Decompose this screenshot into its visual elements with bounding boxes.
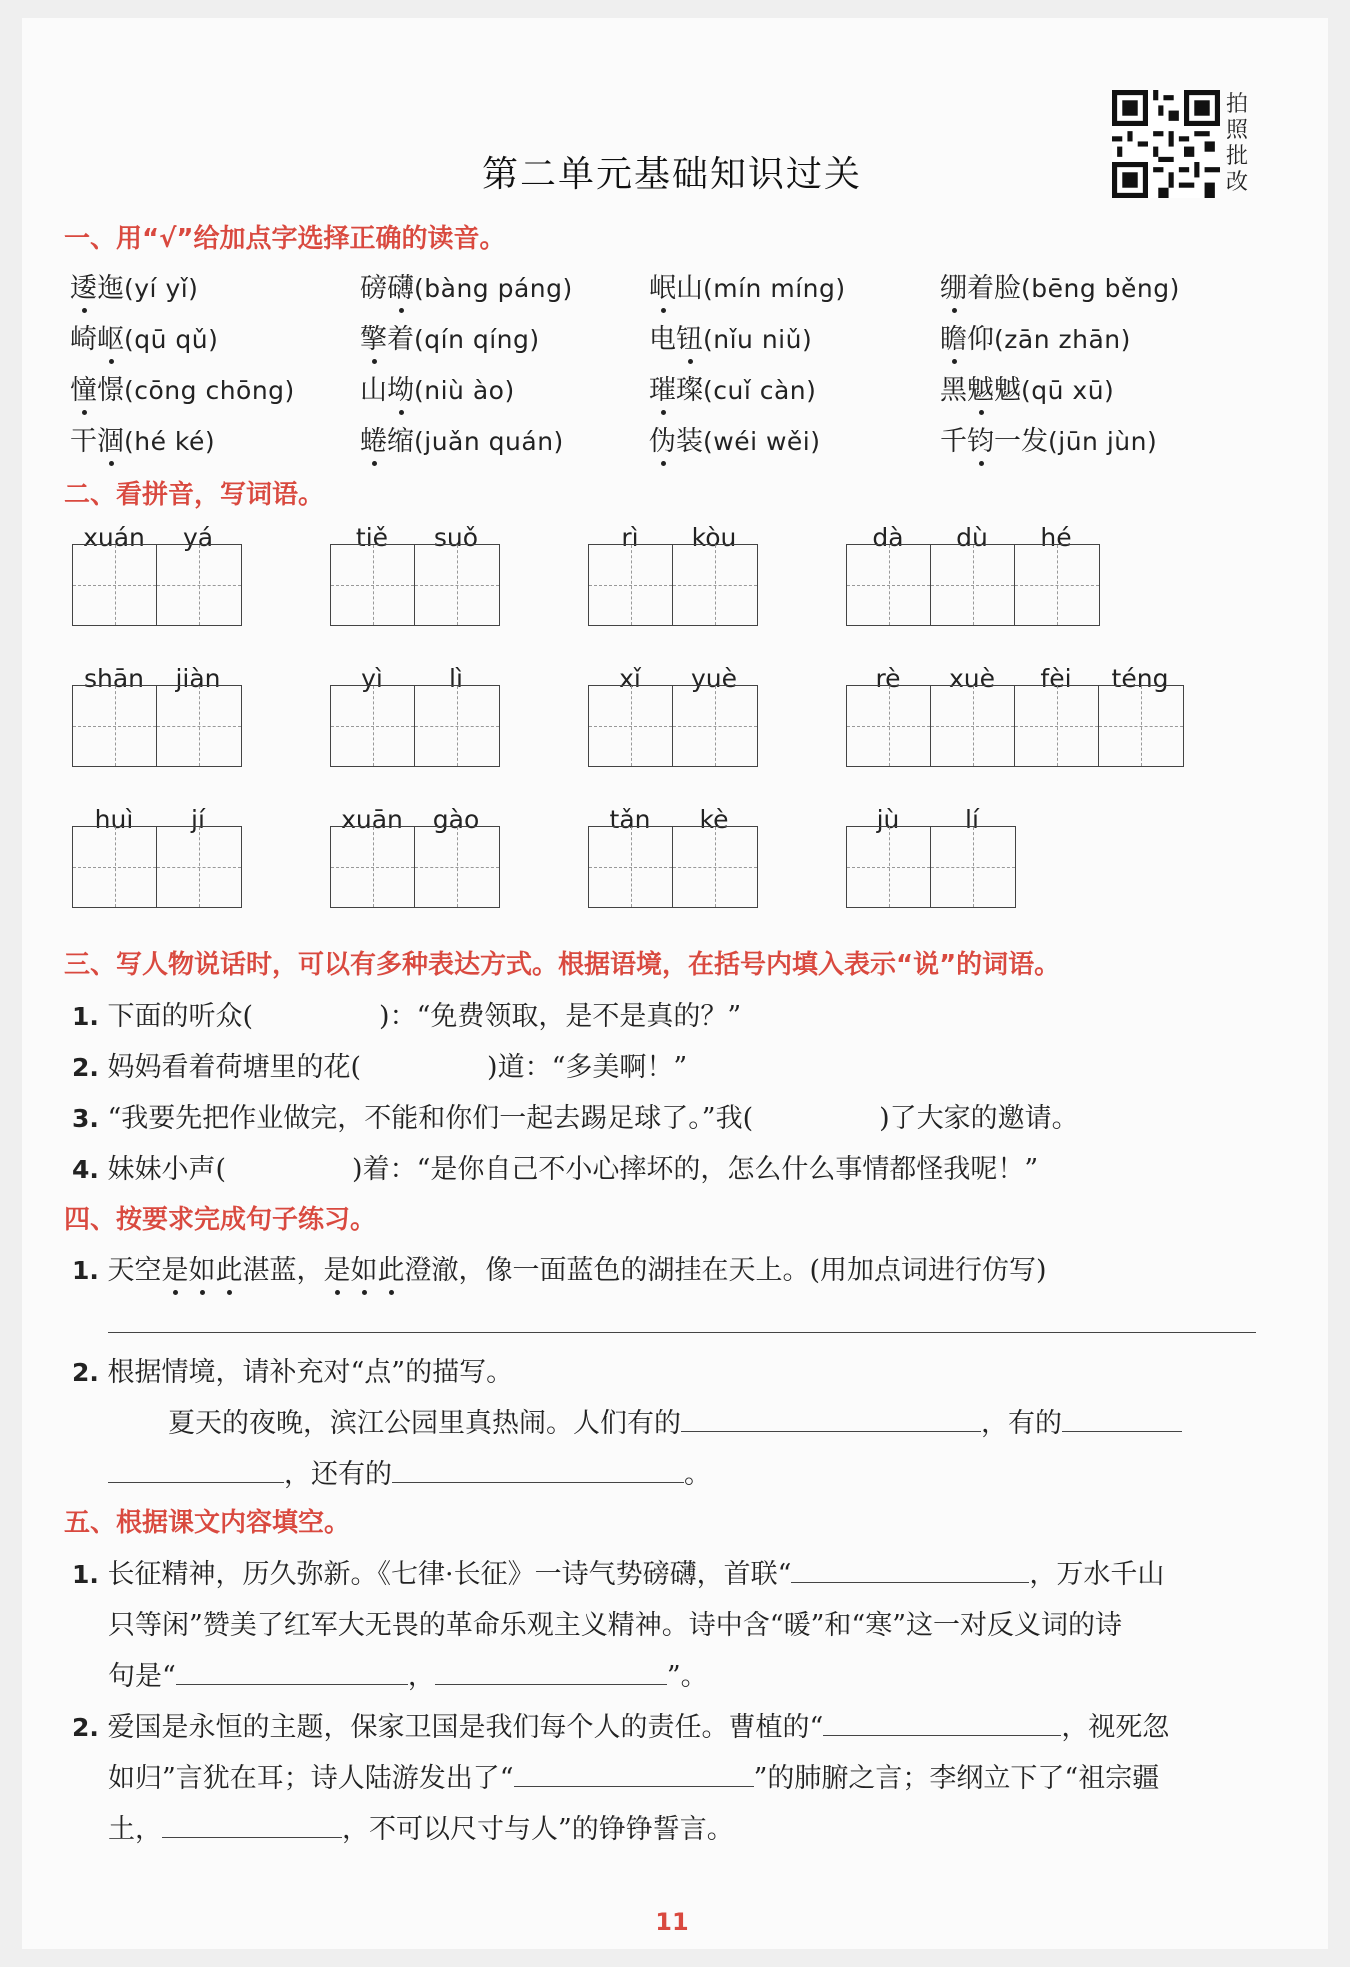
s5-q2-blank-3[interactable] — [162, 1809, 342, 1838]
section-5-heading: 五、根据课文内容填空。 — [64, 1508, 351, 1538]
s5-question-2-line2: 如归”言犹在耳；诗人陆游发出了“ ”的肺腑之言；李纲立下了“祖宗疆 — [108, 1756, 1159, 1795]
s3-question-1: 1. 下面的听众( )：“免费领取，是不是真的？” — [72, 1001, 742, 1032]
s1-item-9: 憧憬(cōng chōng) — [70, 375, 295, 406]
writing-grid-4[interactable] — [846, 544, 1100, 626]
s1-item-1: 逶迤(yí yǐ) — [70, 273, 199, 304]
writing-grid-1[interactable] — [72, 544, 242, 626]
s5-q1-blank-2[interactable] — [176, 1656, 408, 1685]
writing-grid-10[interactable] — [330, 826, 500, 908]
pinyin-group-3: rì kòu — [621, 523, 737, 552]
s4-q1-answer-line[interactable] — [108, 1332, 1256, 1333]
s4-question-2: 2. 根据情境，请补充对“点”的描写。 — [72, 1357, 514, 1388]
s4-q2-blank-1[interactable] — [681, 1403, 981, 1432]
pinyin-group-8: rè xuè fèi téng — [875, 664, 1169, 693]
pinyin-group-1: xuán yá — [83, 523, 214, 552]
section-3-heading: 三、写人物说话时，可以有多种表达方式。根据语境，在括号内填入表示“说”的词语。 — [64, 950, 1061, 980]
s1-item-12: 黑魆魆(qū xū) — [940, 375, 1115, 406]
qr-code — [1112, 90, 1220, 198]
s1-item-5: 崎岖(qū qǔ) — [70, 324, 219, 355]
pinyin-group-11: tǎn kè — [609, 805, 729, 834]
writing-grid-11[interactable] — [588, 826, 758, 908]
s3-question-2: 2. 妈妈看着荷塘里的花( )道：“多美啊！” — [72, 1052, 688, 1083]
s1-item-15: 伪装(wéi wěi) — [649, 426, 821, 457]
s1-item-4: 绷着脸(bēng běng) — [940, 273, 1180, 304]
page-number: 11 — [655, 1908, 689, 1936]
writing-grid-12[interactable] — [846, 826, 1016, 908]
s1-item-16: 千钧一发(jūn jùn) — [940, 426, 1158, 457]
s5-question-1-line2: 只等闲”赞美了红军大无畏的革命乐观主义精神。诗中含“暖”和“寒”这一对反义词的诗 — [108, 1610, 1123, 1641]
dotted-word-2: 是如此 — [323, 1255, 405, 1286]
page-title: 第二单元基础知识过关 — [481, 154, 862, 195]
s5-question-1-line1: 1. 长征精神，历久弥新。《七律·长征》一诗气势磅礴，首联“ ，万水千山 — [72, 1552, 1164, 1591]
s1-item-6: 擎着(qín qíng) — [360, 324, 540, 355]
pinyin-group-7: xǐ yuè — [619, 664, 738, 693]
qr-caption: 拍照批改 — [1226, 92, 1249, 195]
s1-item-8: 瞻仰(zān zhān) — [940, 324, 1131, 355]
s4-q2-blank-3[interactable] — [108, 1454, 284, 1483]
s4-q2-blank-2[interactable] — [1062, 1403, 1182, 1432]
writing-grid-3[interactable] — [588, 544, 758, 626]
pinyin-group-12: jù lí — [876, 805, 979, 834]
writing-grid-7[interactable] — [588, 685, 758, 767]
s1-item-3: 岷山(mín míng) — [649, 273, 846, 304]
s1-item-2: 磅礴(bàng páng) — [360, 273, 573, 304]
section-2-heading: 二、看拼音，写词语。 — [64, 480, 325, 510]
s1-item-13: 干涸(hé ké) — [70, 426, 216, 457]
pinyin-group-5: shān jiàn — [83, 664, 221, 693]
dotted-word-1: 是如此 — [161, 1255, 243, 1286]
s5-q2-blank-1[interactable] — [823, 1707, 1061, 1736]
s1-item-10: 山坳(niù ào) — [360, 375, 515, 406]
s5-question-2-line3: 土， ，不可以尺寸与人”的铮铮誓言。 — [108, 1807, 734, 1846]
s5-question-1-line3: 句是“ ， ”。 — [108, 1654, 708, 1693]
s1-item-7: 电钮(nǐu niǔ) — [649, 324, 813, 355]
writing-grid-2[interactable] — [330, 544, 500, 626]
s1-item-14: 蜷缩(juǎn quán) — [360, 426, 564, 457]
writing-grid-9[interactable] — [72, 826, 242, 908]
s3-question-3: 3. “我要先把作业做完，不能和你们一起去踢足球了。”我( )了大家的邀请。 — [72, 1103, 1079, 1134]
s1-item-11: 璀璨(cuǐ càn) — [649, 375, 817, 406]
pinyin-group-9: huì jí — [94, 805, 205, 834]
writing-grid-6[interactable] — [330, 685, 500, 767]
worksheet-page — [22, 18, 1328, 1949]
s4-question-1: 1. 天空是如此湛蓝，是如此澄澈，像一面蓝色的湖挂在天上。(用加点词进行仿写) — [72, 1255, 1047, 1286]
writing-grid-5[interactable] — [72, 685, 242, 767]
section-4-heading: 四、按要求完成句子练习。 — [64, 1205, 377, 1235]
s5-q1-blank-3[interactable] — [435, 1656, 667, 1685]
pinyin-group-2: tiě suǒ — [355, 523, 479, 552]
s5-q2-blank-2[interactable] — [514, 1758, 754, 1787]
s4-q2-paragraph-cont: ，还有的 。 — [108, 1452, 711, 1491]
pinyin-group-4: dà dù hé — [872, 523, 1072, 552]
s4-q2-paragraph: 夏天的夜晚，滨江公园里真热闹。人们有的 ，有的 — [168, 1401, 1182, 1440]
pinyin-group-10: xuān gào — [341, 805, 480, 834]
pinyin-group-6: yì lì — [361, 664, 463, 693]
s3-question-4: 4. 妹妹小声( )着：“是你自己不小心摔坏的，怎么什么事情都怪我呢！” — [72, 1154, 1039, 1185]
writing-grid-8[interactable] — [846, 685, 1184, 767]
s5-q1-blank-1[interactable] — [791, 1554, 1029, 1583]
s5-question-2-line1: 2. 爱国是永恒的主题，保家卫国是我们每个人的责任。曹植的“ ，视死忽 — [72, 1705, 1169, 1744]
s4-q2-blank-4[interactable] — [392, 1454, 684, 1483]
section-1-heading: 一、用“√”给加点字选择正确的读音。 — [64, 224, 506, 254]
